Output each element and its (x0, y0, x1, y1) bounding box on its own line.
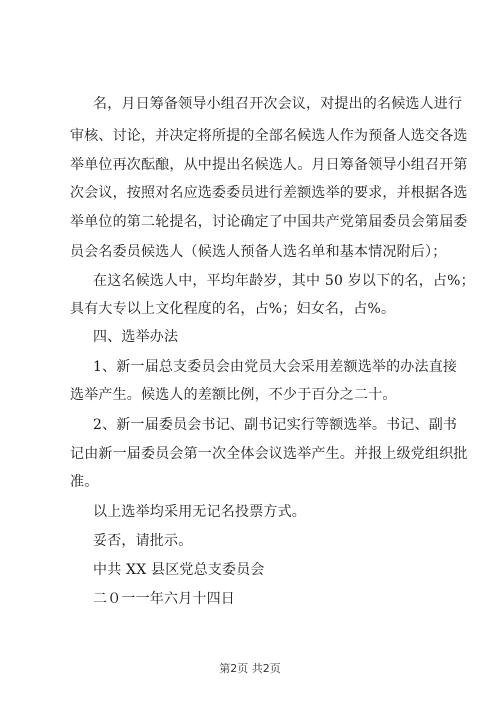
paragraph-line: 具有大专以上文化程度的名，占%；妇女名，占%。 (70, 301, 396, 317)
section-heading: 四、选举办法 (93, 329, 179, 345)
paragraph-line: 准。 (70, 474, 99, 490)
paragraph-line: 2、新一届委员会书记、副书记实行等额选举。书记、副书 (93, 417, 458, 433)
paragraph-line: 员会名委员候选人（候选人预备人选名单和基本情况附后）； (70, 244, 447, 260)
paragraph-line: 举单位的第二轮提名，讨论确定了中国共产党第届委员会第届委 (70, 214, 468, 230)
paragraph-line: 在这名候选人中，平均年龄岁，其中 50 岁以下的名，占%； (93, 273, 475, 289)
paragraph-line: 举单位再次酝酿，从中提出名候选人。月日筹备领导小组召开第 (70, 157, 468, 173)
paragraph-line: 以上选举均采用无记名投票方式。 (93, 504, 306, 520)
paragraph-line: 名，月日筹备领导小组召开次会议，对提出的名候选人进行 (93, 96, 463, 112)
paragraph-line: 记由新一届委员会第一次全体会议选举产生。并报上级党组织批 (70, 446, 468, 462)
paragraph-line: 妥否，请批示。 (93, 533, 193, 549)
paragraph-line: 1、新一届总支委员会由党员大会采用差额选举的办法直接 (93, 359, 458, 375)
paragraph-line: 选举产生。候选人的差额比例，不少于百分之二十。 (70, 387, 397, 403)
signature-organization: 中共 XX 县区党总支委员会 (93, 562, 265, 578)
paragraph-line: 审核、讨论，并决定将所提的全部名候选人作为预备人选交各选 (70, 128, 468, 144)
signature-date: 二０一一年六月十四日 (93, 591, 235, 607)
paragraph-line: 次会议，按照对名应选委委员进行差额选举的要求，并根据各选 (70, 185, 468, 201)
page-number: 第2页 共2页 (219, 662, 281, 675)
